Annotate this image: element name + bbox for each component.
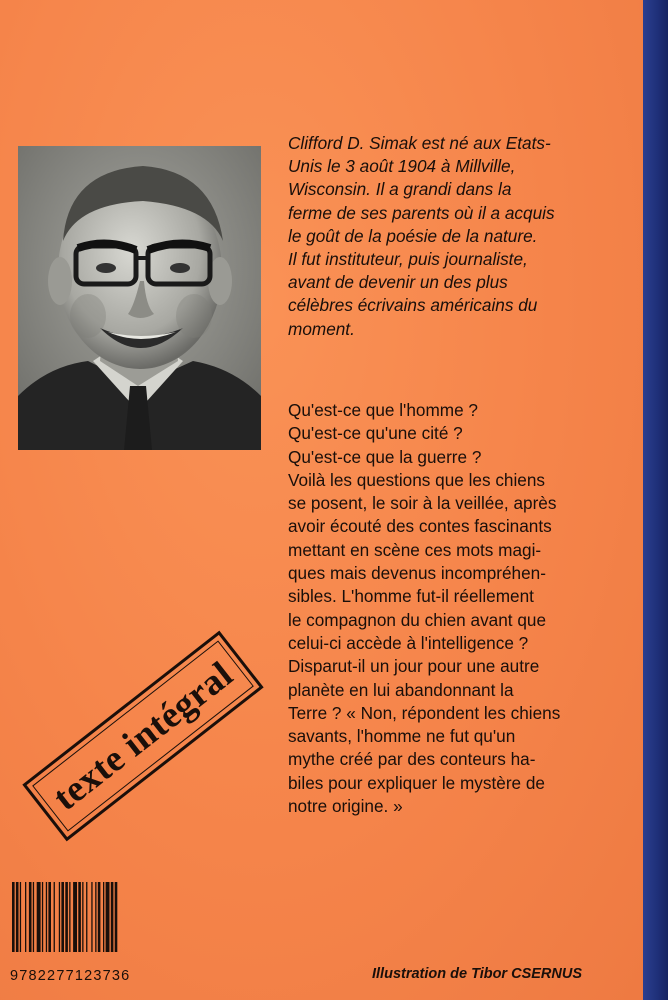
barcode-bar xyxy=(29,882,32,952)
barcode-bar xyxy=(86,882,87,952)
barcode-bar xyxy=(106,882,110,952)
blurb-line: mythe créé par des conteurs ha- xyxy=(288,749,536,770)
barcode-bar xyxy=(48,882,51,952)
blurb-line: Qu'est-ce que la guerre ? xyxy=(288,446,482,467)
barcode-bar xyxy=(82,882,83,952)
bio-line: le goût de la poésie de la nature. xyxy=(288,225,538,246)
isbn-number: 9782277123736 xyxy=(10,968,131,984)
blurb-line: avoir écouté des contes fascinants xyxy=(288,516,552,537)
author-photo xyxy=(18,146,261,450)
barcode-bar xyxy=(37,882,41,952)
barcode-bar xyxy=(65,882,68,952)
barcode-bar xyxy=(78,882,81,952)
barcode-bar xyxy=(33,882,34,952)
bio-line: moment. xyxy=(288,318,355,339)
blurb-line: planète en lui abandonnant la xyxy=(288,679,514,700)
barcode-bar xyxy=(98,882,101,952)
blurb-line: Qu'est-ce qu'une cité ? xyxy=(288,423,463,444)
bio-line: avant de devenir un des plus xyxy=(288,272,508,293)
blurb-line: mettant en scène ces mots magi- xyxy=(288,539,542,560)
blurb-line: biles pour expliquer le mystère de xyxy=(288,772,545,793)
barcode-bar xyxy=(46,882,47,952)
blurb-line: le compagnon du chien avant que xyxy=(288,609,547,630)
bio-line: ferme de ses parents où il a acquis xyxy=(288,202,555,223)
blurb-line: savants, l'homme ne fut qu'un xyxy=(288,726,516,747)
barcode-bar xyxy=(16,882,19,952)
barcode-bar xyxy=(20,882,21,952)
barcode-bar xyxy=(54,882,55,952)
book-spine xyxy=(643,0,668,1000)
barcode-bar xyxy=(111,882,114,952)
blurb-line: ques mais devenus incompréhen- xyxy=(288,563,546,584)
blurb-line: se posent, le soir à la veillée, après xyxy=(288,493,557,514)
blurb-line: Terre ? « Non, répondent les chiens xyxy=(288,702,561,723)
barcode-bar xyxy=(61,882,64,952)
illustration-credit: Illustration de Tibor CSERNUS xyxy=(372,966,583,982)
barcode-bar xyxy=(42,882,43,952)
blurb-line: notre origine. » xyxy=(288,796,403,817)
bio-line: Wisconsin. Il a grandi dans la xyxy=(288,179,512,200)
barcode-bar xyxy=(69,882,70,952)
barcode-bar xyxy=(59,882,60,952)
blurb-line: celui-ci accède à l'intelligence ? xyxy=(288,632,529,653)
barcode-bar xyxy=(73,882,77,952)
barcode xyxy=(12,882,184,952)
bio-line: Clifford D. Simak est né aux Etats- xyxy=(288,133,551,153)
barcode-bar xyxy=(91,882,92,952)
bio-line: célèbres écrivains américains du xyxy=(288,295,538,316)
blurb-line: sibles. L'homme fut-il réellement xyxy=(288,586,534,607)
stamp-text: texte intégral xyxy=(45,653,241,819)
book-blurb xyxy=(288,399,622,818)
barcode-bar xyxy=(12,882,15,952)
barcode-bar xyxy=(25,882,26,952)
blurb-line: Voilà les questions que les chiens xyxy=(288,469,546,490)
barcode-bar xyxy=(115,882,118,952)
author-biography xyxy=(288,132,622,341)
barcode-bar xyxy=(103,882,104,952)
bio-line: Il fut instituteur, puis journaliste, xyxy=(288,249,528,270)
blurb-line: Qu'est-ce que l'homme ? xyxy=(288,400,478,420)
bio-line: Unis le 3 août 1904 à Millville, xyxy=(288,156,516,177)
barcode-bar xyxy=(95,882,96,952)
blurb-line: Disparut-il un jour pour une autre xyxy=(288,656,540,677)
